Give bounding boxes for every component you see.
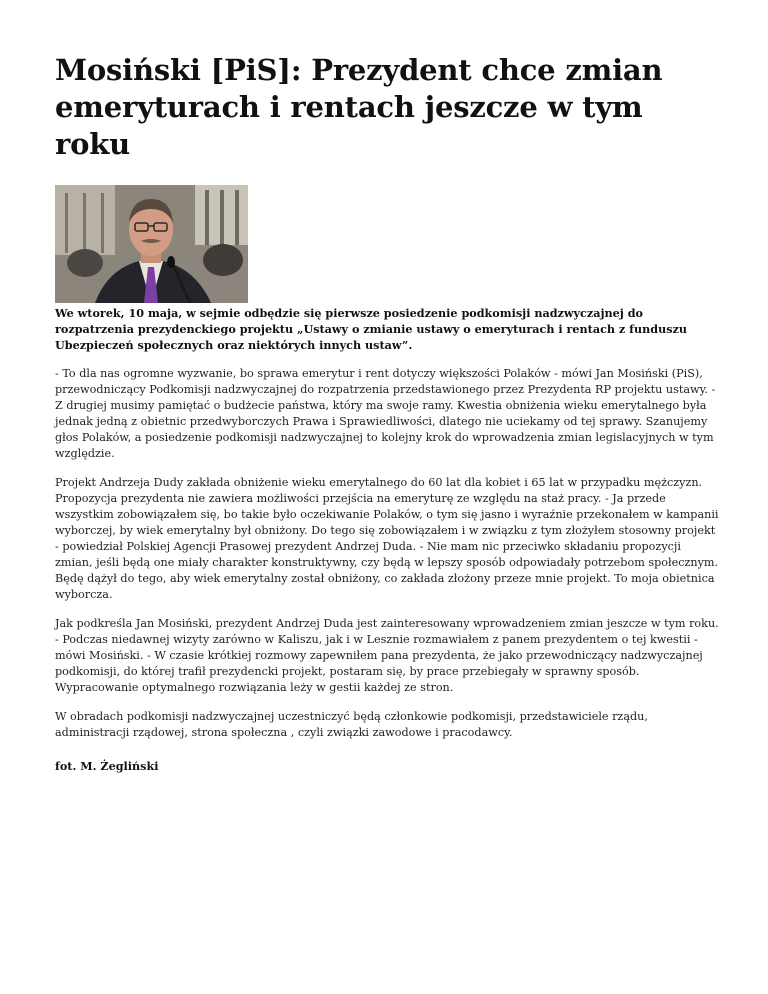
portrait-photo-icon (55, 185, 248, 303)
article-photo (55, 185, 248, 303)
article-paragraph: W obradach podkomisji nadzwyczajnej uczestniczyć będą członkowie podkomisji, przedstawiciele rządu, administracji rządowej, strona społeczna , czyli związki zawodowe i pracodawcy. (55, 710, 648, 739)
article (55, 0, 720, 774)
article-paragraph: - To dla nas ogromne wyzwanie, bo sprawa emerytur i rent dotyczy większości Polaków - mówi Jan Mosiński (PiS), przewodniczący Podkomisji nadzwyczajnej do rozpatrzenia przedstawionego przez Prezydenta RP projektu ustawy. - Z drugiej musimy pamiętać o budżecie państwa, który ma swoje ramy. Kwestia obniżenia wieku emerytalnego była jednak jedną z obietnic przedwyborczych Prawa i Sprawiedliwości, dlatego nie uciekamy od tej sprawy. Szanujemy głos Polaków, a posiedzenie podkomisji nadzwyczajnej to kolejny krok do wprowadzenia zmian legislacyjnych w tym względzie. (55, 367, 716, 460)
photo-credit: fot. M. Żegliński (55, 759, 159, 773)
article-paragraph: Jak podkreśla Jan Mosiński, prezydent Andrzej Duda jest zainteresowany wprowadzeniem zmian jeszcze w tym roku. - Podczas niedawnej wizyty zarówno w Kaliszu, jak i w Lesznie rozmawiałem z panem prezydentem o tej kwestii - mówi Mosiński. - W czasie krótkiej rozmowy zapewniłem pana prezydenta, że jako przewodniczący nadzwyczajnej podkomisji, do której trafił prezydencki projekt, postaram się, by prace przebiegały w sprawny sposób. Wypracowanie optymalnego rozwiązania leży w gestii każdej ze stron. (55, 617, 719, 694)
article-lead: We wtorek, 10 maja, w sejmie odbędzie się pierwsze posiedzenie podkomisji nadzwyczajnej do rozpatrzenia prezydenckiego projektu „Ustawy o zmianie ustawy o emeryturach i rentach z funduszu Ubezpieczeń społecznych oraz niektórych innych ustaw”. (55, 306, 687, 352)
article-title: Mosiński [PiS]: Prezydent chce zmian emeryturach i rentach jeszcze w tym roku (55, 53, 663, 161)
article-paragraph: Projekt Andrzeja Dudy zakłada obniżenie wieku emerytalnego do 60 lat dla kobiet i 65 lat w przypadku mężczyzn. Propozycja prezydenta nie zawiera możliwości przejścia na emeryturę ze względu na staż pracy. - Ja przede wszystkim zobowiązałem się, bo takie było oczekiwanie Polaków, o tym się jasno i wyraźnie przekonałem w kampanii wyborczej, by wiek emerytalny był obniżony. Do tego się zobowiązałem i w związku z tym złożyłem stosowny projekt - powiedział Polskiej Agencji Prasowej prezydent Andrzej Duda. - Nie mam nic przeciwko składaniu propozycji zmian, jeśli będą one miały charakter konstruktywny, czy będą w lepszy sposób odpowiadały potrzebom społecznym. Będę dążył do tego, aby wiek emerytalny został obniżony, co zakłada złożony przeze mnie projekt. To moja obietnica wyborcza. (55, 476, 719, 601)
